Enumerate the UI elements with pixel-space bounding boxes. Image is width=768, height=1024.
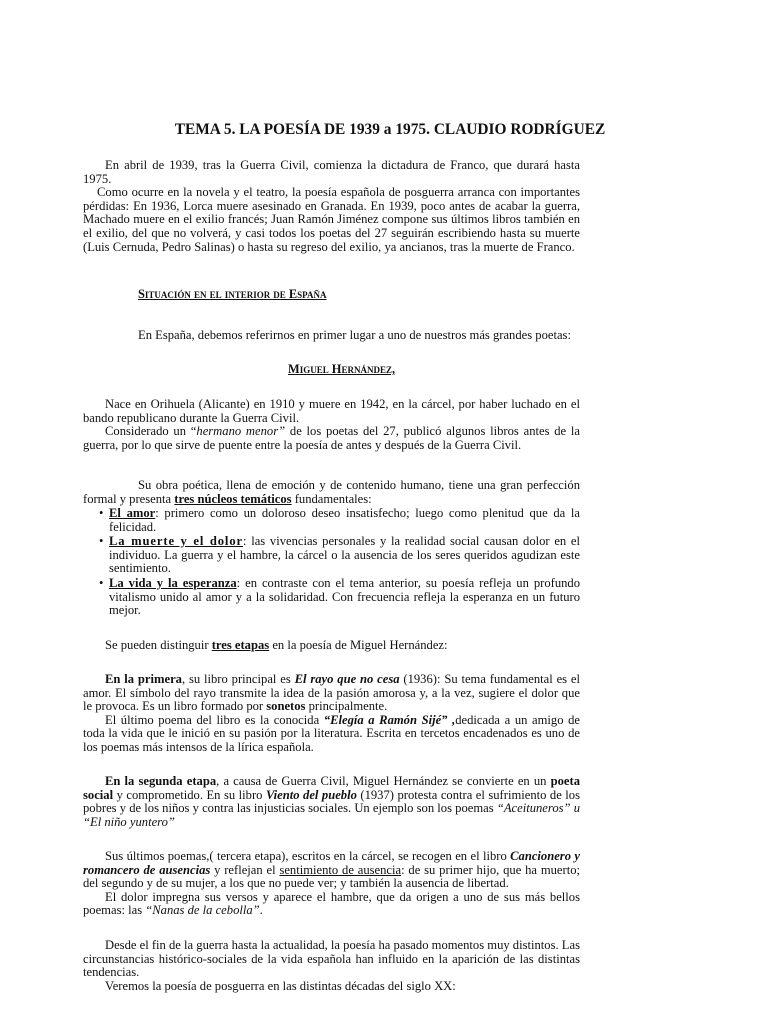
bullet-dot-icon: •	[99, 534, 104, 548]
bullet-term: El amor	[109, 506, 156, 520]
first-stage-paragraph: En la primera, su libro principal es El rayo que no cesa (1936): Su tema fundamental es el amor. El símbolo del rayo transmite la idea de la pasión amorosa y, a la vez, sugiere el dolor que le provoca. Es un libro formado por sonetos principalmente. El último poema del libro es la conocida “Elegía a Ramón Sijé” ,dedicada a un amigo de toda la vida que le inició en su pasión por la literatura. Escrita en tercetos encadenados es uno de los poemas más intensos de la lírica española.	[83, 672, 581, 754]
bullet-vida: • La vida y la esperanza: en contraste con el tema anterior, su poesía refleja un profundo vitalismo unido al amor y a la solidaridad. Con frecuencia refleja la esperanza en un futuro mejor.	[99, 576, 581, 618]
closing-p1: Desde el fin de la guerra hasta la actualidad, la poesía ha pasado momentos muy distintos. Las circunstancias histórico-sociales de la vida española han influido en la aparición de las distintas tendencias.	[83, 938, 580, 980]
intro-paragraph	[83, 159, 580, 254]
stages-line: Se pueden distinguir tres etapas en la poesía de Miguel Hernández:	[105, 638, 448, 652]
bullet-dot-icon: •	[99, 506, 104, 520]
poet-heading: Miguel Hernández,	[288, 362, 396, 376]
work-paragraph: Su obra poética, llena de emoción y de contenido humano, tiene una gran perfección formal y presenta tres núcleos temáticos fundamentales:	[83, 478, 580, 506]
bullet-amor: • El amor: primero como un doloroso deseo insatisfecho; luego como plenitud que da la felicidad.	[99, 506, 580, 534]
section-heading: Situación en el interior de España	[138, 287, 327, 301]
section-intro: En España, debemos referirnos en primer lugar a uno de nuestros más grandes poetas:	[138, 328, 571, 342]
bullet-muerte: • La muerte y el dolor: las vivencias personales y la realidad social causan dolor en el individuo. La guerra y el hambre, la cárcel o la ausencia de los seres queridos agudizan este sentimiento.	[99, 534, 580, 576]
bullet-dot-icon: •	[99, 576, 104, 590]
intro-line-2: Como ocurre en la novela y el teatro, la poesía española de posguerra arranca con importantes pérdidas: En 1936, Lorca muere asesinado en Granada. En 1939, poco antes de acabar la guerra, Machado muere en el exilio francés; Juan Ramón Jiménez compone sus últimos libros también en el exilio, del que no volverá, y casi todos los poetas del 27 seguirán escribiendo hasta su muerte (Luis Cernuda, Pedro Salinas) o hasta su regreso del exilio, ya ancianos, tras la muerte de Franco.	[83, 185, 580, 254]
intro-line-1: En abril de 1939, tras la Guerra Civil, comienza la dictadura de Franco, que durará hasta 1975.	[83, 158, 580, 186]
bio-paragraph	[83, 398, 580, 452]
second-stage-paragraph: En la segunda etapa, a causa de Guerra Civil, Miguel Hernández se convierte en un poeta social y comprometido. En su libro Viento del pueblo (1937) protesta contra el sufrimiento de los pobres y de los niños y contra las injusticias sociales. Un ejemplo son los poemas “Aceituneros” u “El niño yuntero”	[83, 774, 580, 829]
closing-paragraph	[83, 939, 580, 993]
bio-p2: Considerado un “hermano menor” de los poetas del 27, publicó algunos libros antes de la guerra, por lo que sirve de puente entre la poesía de antes y después de la Guerra Civil.	[83, 424, 580, 452]
tres-etapas-text: tres etapas	[211, 638, 270, 652]
bullet-term: La muerte y el dolor	[109, 534, 244, 548]
bullet-term: La vida y la esperanza	[109, 576, 237, 590]
tres-nucleos-text: tres núcleos temáticos	[174, 491, 292, 506]
page-title: TEMA 5. LA POESÍA DE 1939 a 1975. CLAUDIO RODRÍGUEZ	[174, 121, 606, 138]
third-stage-paragraph: Sus últimos poemas,( tercera etapa), escritos en la cárcel, se recogen en el libro Cancionero y romancero de ausencias y reflejan el sentimiento de ausencia: de su primer hijo, que ha muerto; del segundo y de su mujer, a los que no puede ver; y también la ausencia de libertad. El dolor impregna sus versos y aparece el hambre, que da origen a uno de sus más bellos poemas: las “Nanas de la cebolla”.	[83, 849, 580, 918]
bio-p1: Nace en Orihuela (Alicante) en 1910 y muere en 1942, en la cárcel, por haber luchado en el bando republicano durante la Guerra Civil.	[83, 397, 580, 425]
closing-p2: Veremos la poesía de posguerra en las distintas décadas del siglo XX:	[105, 978, 456, 993]
